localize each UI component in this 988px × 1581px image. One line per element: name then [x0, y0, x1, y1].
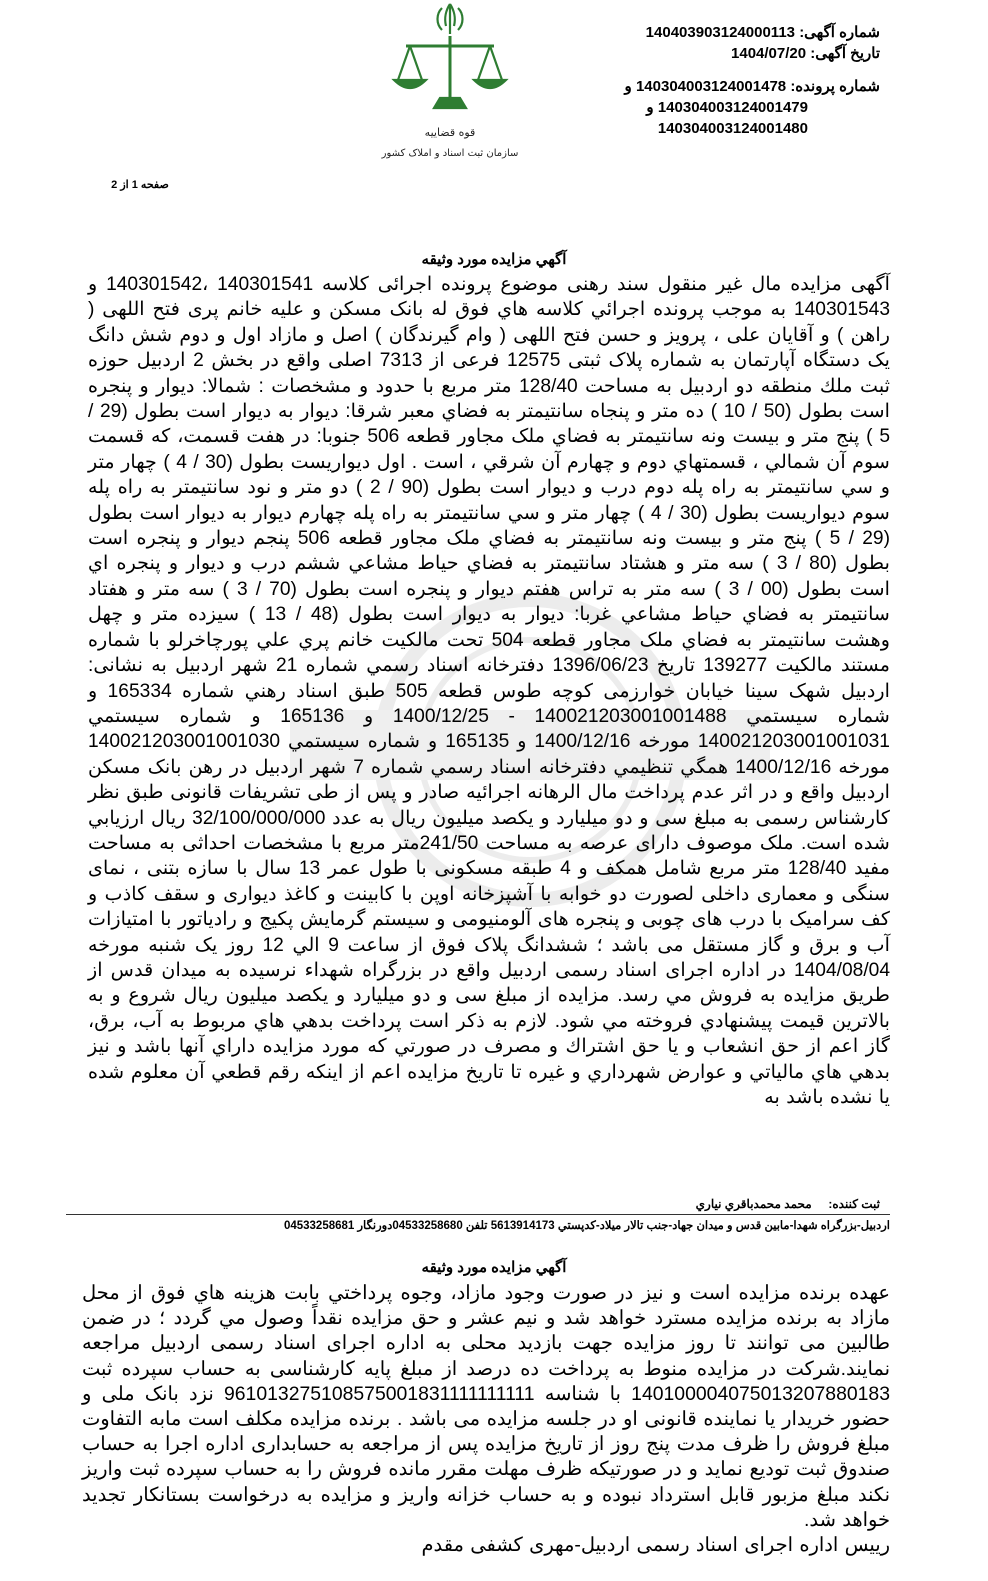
page-indicator: صفحه 1 از 2	[111, 179, 169, 191]
section-2-body	[82, 1281, 890, 1558]
section-1-title: آگهي مزايده مورد وثيقه	[421, 251, 567, 268]
file-number-row-3	[618, 118, 880, 139]
file-number-3: 140304003124001480	[657, 120, 808, 137]
registrar-label: ثبت کننده:	[828, 1197, 880, 1211]
notice-number-label: شماره آگهی:	[799, 24, 880, 41]
section-1-body: آگهی مزایده مال غیر منقول سند رهنی موضوع پرونده اجرائی کلاسه 140301541 ،140301542 و 140301543 به موجب پرونده اجرائي كلاسه هاي فوق له بانک مسکن و علیه خانم پری فتح اللهی ( راهن ) و آقایان علی ، پرویز و حسن فتح اللهی ( وام گیرندگان ) اصل و مازاد اول و دوم شش دانگ یک دستگاه آپارتمان به شماره پلاک ثبتی 12575 فرعی از 7313 اصلی واقع در بخش 2 اردبیل حوزه ثبت ملك منطقه دو اردبیل به مساحت 128/40 متر مربع با حدود و مشخصات : شمالا: دیوار و پنجره است بطول (50 / 10 ) ده متر و پنجاه سانتیمتر به فضاي معبر شرقا: دیوار به دیوار است بطول (29 / 5 ) پنج متر و بیست ونه سانتیمتر به فضاي ملک مجاور قطعه 506 جنوبا: در هفت قسمت، که قسمت سوم آن شمالي ، قسمتهاي دوم و چهارم آن شرقي ، است . اول ديواريست بطول (30 / 4 ) چهار متر و سي سانتيمتر به راه پله دوم درب و ديوار است بطول (90 / 2 ) دو متر و نود سانتيمتر به راه پله سوم ديواريست بطول (30 / 4 ) چهار متر و سي سانتيمتر به راه پله چهارم ديوار به ديوار است بطول (29 / 5 ) پنج متر و بيست ونه سانتيمتر به فضاي ملک مجاور قطعه 506 پنجم ديوار و پنجره است بطول (80 / 3 ) سه متر و هشتاد سانتيمتر به فضاي حياط مشاعي ششم درب و ديوار و پنجره اي است بطول (00 / 3 ) سه متر به تراس هفتم ديوار و پنجره است بطول (70 / 3 ) سه متر و هفتاد سانتيمتر به فضاي حياط مشاعي غربا: ديوار به ديوار است بطول (48 / 13 ) سيزده متر و چهل وهشت سانتيمتر به فضاي ملک مجاور قطعه 504 تحت مالكيت خانم پري علي پورچاخرلو با شماره مستند مالكيت 139277 تاريخ 1396/06/23 دفترخانه اسناد رسمي شماره 21 شهر اردبيل به نشانی: اردبیل شهک سینا خیابان خوارزمی کوچه طوس قطعه 505 طبق اسناد رهني شماره 165334 و شماره سيستمي 140021203001001488 - 1400/12/25 و 165136 و شماره سيستمي 140021203001001031 مورخه 1400/12/16 و 165135 و شماره سيستمي 140021203001001030 مورخه 1400/12/16 همگي تنظيمي دفترخانه اسناد رسمي شماره 7 شهر اردبیل در رهن بانک مسکن اردبیل واقع و در اثر عدم پرداخت مال الرهانه اجرائیه صادر و پس از طی تشریفات قانونی طبق نظر کارشناس رسمی به مبلغ سی و دو میلیارد و یکصد میلیون ریال به عدد 32/100/000/000 ريال ارزيابي شده است. ملک موصوف دارای عرصه به مساحت 241/50متر مربع با مشخصات احداثی به مساحت مفيد 128/40 متر مربع شامل همکف و 4 طبقه مسکونی با طول عمر 13 سال با سازه بتنی ، نمای سنگی و معماری داخلی لصورت دو خوابه با آشپزخانه اوپن با كابينت و کاغذ ديواری و سقف کاذب و کف سرامیک با درب های چوبی و پنجره های آلومنیومی و سیستم گرمایش پکیج و رادیاتور با امتیازات آب و برق و گاز مستقل می باشد ؛ ششدانگ پلاک فوق از ساعت 9 الي 12 روز یک شنبه مورخه 1404/08/04 در اداره اجرای اسناد رسمی اردبیل واقع در بزرگراه شهداء نرسيده به ميدان قدس از طريق مزايده به فروش مي رسد. مزايده از مبلغ سی و دو میلیارد و یکصد میلیون ريال شروع و به بالاترين قيمت پيشنهادي فروخته مي شود. لازم به ذکر است پرداخت بدهي هاي مربوط به آب، برق، گاز اعم از حق انشعاب و يا حق اشتراك و مصرف در صورتي كه مورد مزايده داراي آنها باشد و نيز بدهي هاي مالياتي و عوارض شهرداري و غيره تا تاريخ مزايده اعم از اينكه رقم قطعي آن معلوم شده يا نشده باشد به	[88, 274, 891, 1108]
file-number-1: 140304003124001478	[635, 78, 787, 95]
notice-header	[618, 22, 880, 139]
section-2-signature: رييس اداره اجرای اسناد رسمی اردبیل-مهری کشفی مقدم	[421, 1534, 890, 1557]
emblem-org-line-1: قوه قضاییه	[424, 126, 476, 139]
registrar-name: محمد محمدباقري نياري	[695, 1197, 812, 1211]
file-number-2: 140304003124001479	[657, 99, 808, 116]
judiciary-emblem-icon	[370, 0, 530, 170]
file-number-label: شماره پرونده:	[790, 78, 880, 95]
notice-date-label: تاریخ آگهی:	[810, 45, 880, 62]
notice-date-row	[618, 43, 880, 64]
notice-date: 1404/07/20	[731, 45, 807, 62]
notice-number: 140403903124000113	[645, 24, 796, 41]
footer-divider	[66, 1214, 890, 1215]
section-2-paragraph: عهده برنده مزايده است و نيز در صورت وجود مازاد، وجوه پرداختي بابت هزينه هاي فوق از محل مازاد به برنده مزايده مسترد خواهد شد و نيم عشر و حق مزايده نقداً وصول مي گردد ؛ در ضمن طالبين می توانند تا روز مزايده جهت بازدید محلی به اداره اجرای اسناد رسمی اردبیل مراجعه نمایند.شرکت در مزايده منوط به پرداخت ده درصد از مبلغ پایه کارشناسی به حساب سپرده ثبت 1401000040750132078801‌83 با شناسه 961013275108575001831111111111 نزد بانک ملی و حضور خریدار یا نماینده قانونی او در جلسه مزایده می باشد . برنده مزایده مکلف است مابه التفاوت مبلغ فروش را ظرف مدت پنج روز از تاریخ مزایده پس از مراجعه به حسابداری اداره اجرا به حساب صندوق ثبت توديع نمايد و در صورتيكه ظرف مهلت مقرر مانده فروش را به حساب سپرده ثبت واريز نكند مبلغ مزبور قابل استرداد نبوده و به حساب خزانه واريز و مزايده به درخواست بستانكار تجديد خواهد شد.	[82, 1282, 890, 1531]
file-number-conj-2: و	[646, 99, 654, 116]
section-2-title: آگهي مزايده مورد وثيقه	[421, 1259, 567, 1276]
file-number-conj-1: و	[624, 78, 632, 95]
file-number-row-2	[618, 97, 880, 118]
notice-number-row	[618, 22, 880, 43]
file-number-row-1	[618, 76, 880, 97]
emblem-org-line-2: سازمان ثبت اسناد و املاک کشور	[381, 148, 519, 159]
office-address: اردبيل-بزرگراه شهدا-مابين قدس و ميدان جهاد-جنب تالار ميلاد-كدپستي 5613914173 تلفن 04533258680دورنگار 04533258681	[283, 1220, 890, 1232]
registrar-line	[660, 1197, 880, 1211]
